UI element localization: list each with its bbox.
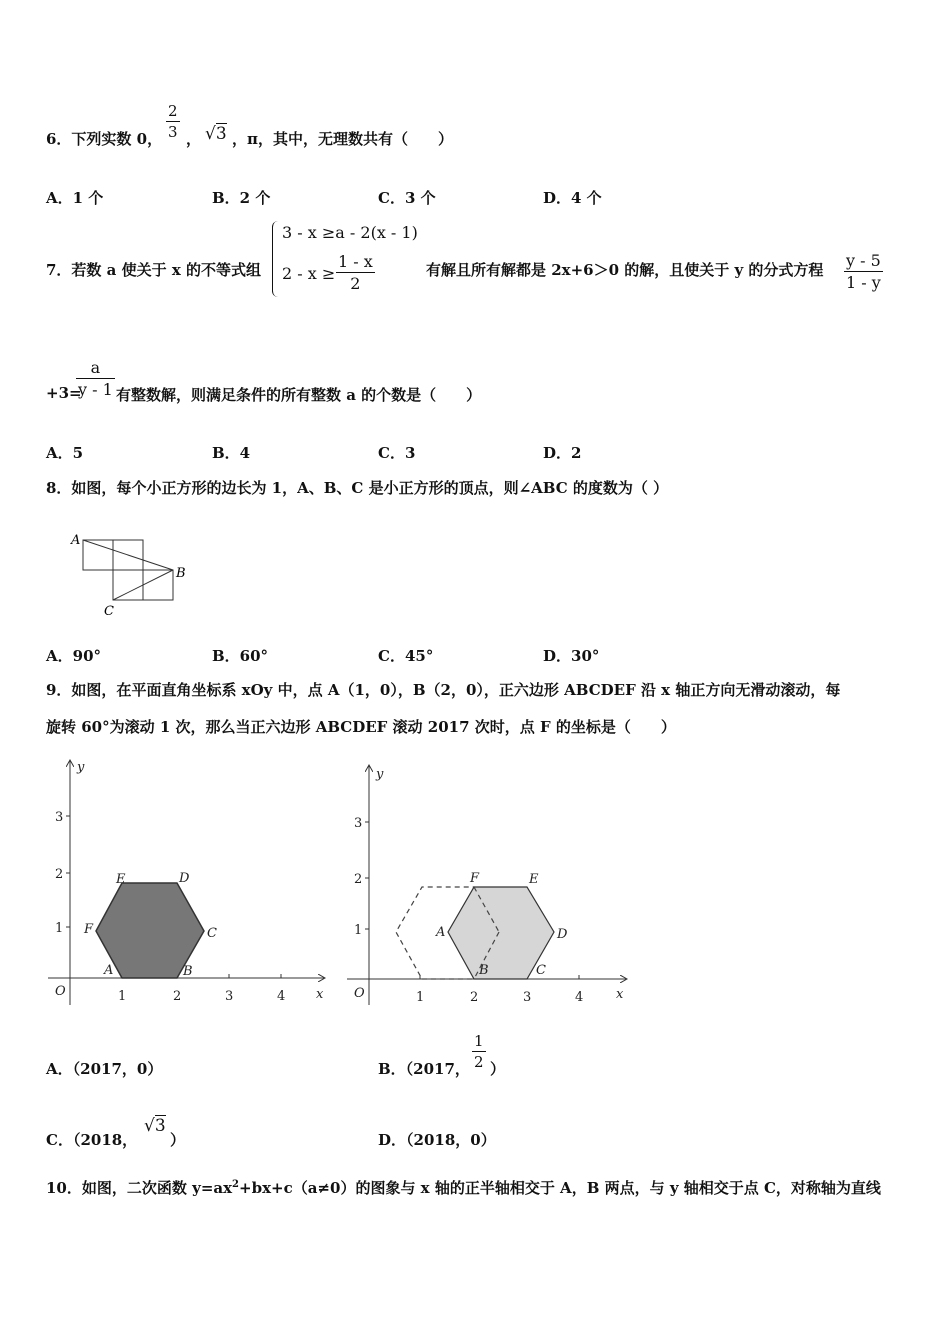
q9-fig1-y-label: y: [77, 760, 85, 775]
q7-text-b: 有解且所有解都是 2x+6＞0 的解，且使关于 y 的分式方程: [426, 261, 824, 279]
q9-fig2-xtick-2: 2: [470, 990, 479, 1005]
q8-option-b: B．60°: [212, 647, 269, 665]
q9-fig1-xtick-2: 2: [173, 989, 182, 1004]
q9-fig2-label-c: C: [536, 963, 546, 978]
q9-fig2-xtick-3: 3: [523, 990, 532, 1005]
q7-option-d: D．2: [543, 444, 582, 462]
q9-fig1-xtick-1: 1: [118, 989, 127, 1004]
q9-fig1-origin: O: [55, 984, 66, 999]
q9-fig1-label-b: B: [183, 964, 193, 979]
q6-frac-num: 2: [168, 102, 178, 120]
q6-option-a: A．1 个: [46, 189, 104, 207]
q6-comma: ，: [186, 130, 202, 148]
q7-equation-fraction-2: [76, 358, 115, 399]
q8-label-a: A: [71, 533, 81, 548]
sqrt-icon: √: [205, 124, 216, 144]
q9-option-b-prefix: B．（2017，: [378, 1060, 470, 1078]
q8-option-a: A．90°: [46, 647, 102, 665]
q6-text-a: 6．下列实数 0，: [46, 130, 163, 148]
q9-fig1-label-f: F: [84, 922, 94, 937]
q9-optc-sqrt-val: 3: [154, 1116, 166, 1136]
q7-system-brace: [272, 221, 281, 297]
q9-fig1-ytick-1: 1: [55, 921, 64, 936]
q7-option-a: A．5: [46, 444, 84, 462]
q9-fig2-x-label: x: [616, 987, 624, 1002]
q9-option-b-suffix: ）: [490, 1060, 506, 1078]
q7-frac1-num: y - 5: [846, 251, 881, 270]
q7-option-b: B．4: [212, 444, 251, 462]
q9-fig1-xtick-3: 3: [225, 989, 234, 1004]
q6-option-c: C．3 个: [378, 189, 436, 207]
q10-text: [46, 1177, 881, 1198]
q7-frac1-den: 1 - y: [846, 273, 881, 292]
q9-optb-den: 2: [474, 1053, 484, 1071]
q7-option-c: C．3: [378, 444, 416, 462]
q9-fig2-xtick-4: 4: [575, 990, 584, 1005]
q6-sqrt-val: 3: [215, 124, 227, 144]
q8-option-c: C．45°: [378, 647, 434, 665]
q9-fig1-ytick-3: 3: [55, 810, 64, 825]
q9-fig1-label-e: E: [116, 872, 126, 887]
q9-fig2-xtick-1: 1: [416, 990, 425, 1005]
q7-equation-fraction-1: [844, 251, 883, 292]
q7-inequality-1: 3 - x ≥a - 2(x - 1): [282, 223, 418, 242]
q7-ineq2-den: 2: [350, 274, 361, 293]
q6-fraction: [166, 102, 180, 141]
q7-frac2-den: y - 1: [78, 380, 113, 399]
q9-fig2-origin: O: [354, 986, 365, 1001]
q9-fig2-ytick-2: 2: [354, 872, 363, 887]
q9-fig2-ytick-1: 1: [354, 923, 363, 938]
q9-option-a: A．（2017，0）: [46, 1060, 163, 1078]
q9-fig2-ytick-3: 3: [354, 816, 363, 831]
q9-fig1-label-a: A: [104, 963, 114, 978]
q9-fig2-label-e: E: [529, 872, 539, 887]
q9-line-1: 9．如图，在平面直角坐标系 xOy 中，点 A（1，0），B（2，0），正六边形 ABCDEF 沿 x 轴正方向无滑动滚动，每: [46, 681, 841, 699]
q10-superscript: 2: [232, 1179, 240, 1190]
q6-frac-den: 3: [168, 123, 178, 141]
q8-option-d: D．30°: [543, 647, 600, 665]
q7-inequality-2-fraction: [336, 252, 375, 293]
q9-fig1-ytick-2: 2: [55, 867, 64, 882]
q9-figure-2: [342, 760, 642, 1015]
q6-option-d: D．4 个: [543, 189, 602, 207]
q9-option-c-suffix: ）: [170, 1131, 186, 1149]
q9-fig2-label-b: B: [479, 963, 489, 978]
q9-option-c-sqrt: [144, 1116, 166, 1136]
q6-text-b: ，π，其中，无理数共有（ ）: [232, 130, 453, 148]
q6-sqrt: [205, 124, 227, 144]
q9-fig1-x-label: x: [316, 987, 324, 1002]
q9-option-d: D．（2018，0）: [378, 1131, 496, 1149]
q10-text-b: +bx+c（a≠0）的图象与 x 轴的正半轴相交于 A，B 两点，与 y 轴相交于点 C，对称轴为直线: [239, 1179, 881, 1197]
q10-text-a: 10．如图，二次函数 y=ax: [46, 1179, 233, 1197]
q7-text-a: 7．若数 a 使关于 x 的不等式组: [46, 261, 261, 279]
q9-option-c-prefix: C．（2018，: [46, 1131, 138, 1149]
q7-text-c: 有整数解，则满足条件的所有整数 a 的个数是（ ）: [116, 386, 482, 404]
q8-label-c: C: [104, 604, 114, 619]
q9-fig2-y-label: y: [376, 767, 384, 782]
q8-label-b: B: [176, 566, 186, 581]
q9-line-2: 旋转 60°为滚动 1 次，那么当正六边形 ABCDEF 滚动 2017 次时，点 F 的坐标是（ ）: [46, 718, 676, 736]
q9-option-b-fraction: [472, 1032, 486, 1071]
q7-ineq2-num: 1 - x: [338, 252, 373, 271]
q8-grid-figure: [60, 528, 200, 620]
q9-fig1-label-d: D: [179, 871, 190, 886]
q9-fig1-label-c: C: [207, 926, 217, 941]
q9-fig2-label-f: F: [470, 871, 480, 886]
q9-fig1-xtick-4: 4: [277, 989, 286, 1004]
q9-optb-num: 1: [474, 1032, 484, 1050]
q7-text-c-prefix: +3=: [46, 384, 82, 402]
q8-text: 8．如图，每个小正方形的边长为 1，A、B、C 是小正方形的顶点，则∠ABC 的度数为（ ）: [46, 479, 669, 497]
q9-fig2-label-d: D: [557, 927, 568, 942]
q9-fig2-label-a: A: [436, 925, 446, 940]
q9-figure-1: [40, 755, 340, 1015]
sqrt-icon: √: [144, 1116, 155, 1136]
q7-inequality-2-left: 2 - x ≥: [282, 264, 336, 283]
q6-option-b: B．2 个: [212, 189, 271, 207]
q7-frac2-num: a: [90, 358, 101, 377]
